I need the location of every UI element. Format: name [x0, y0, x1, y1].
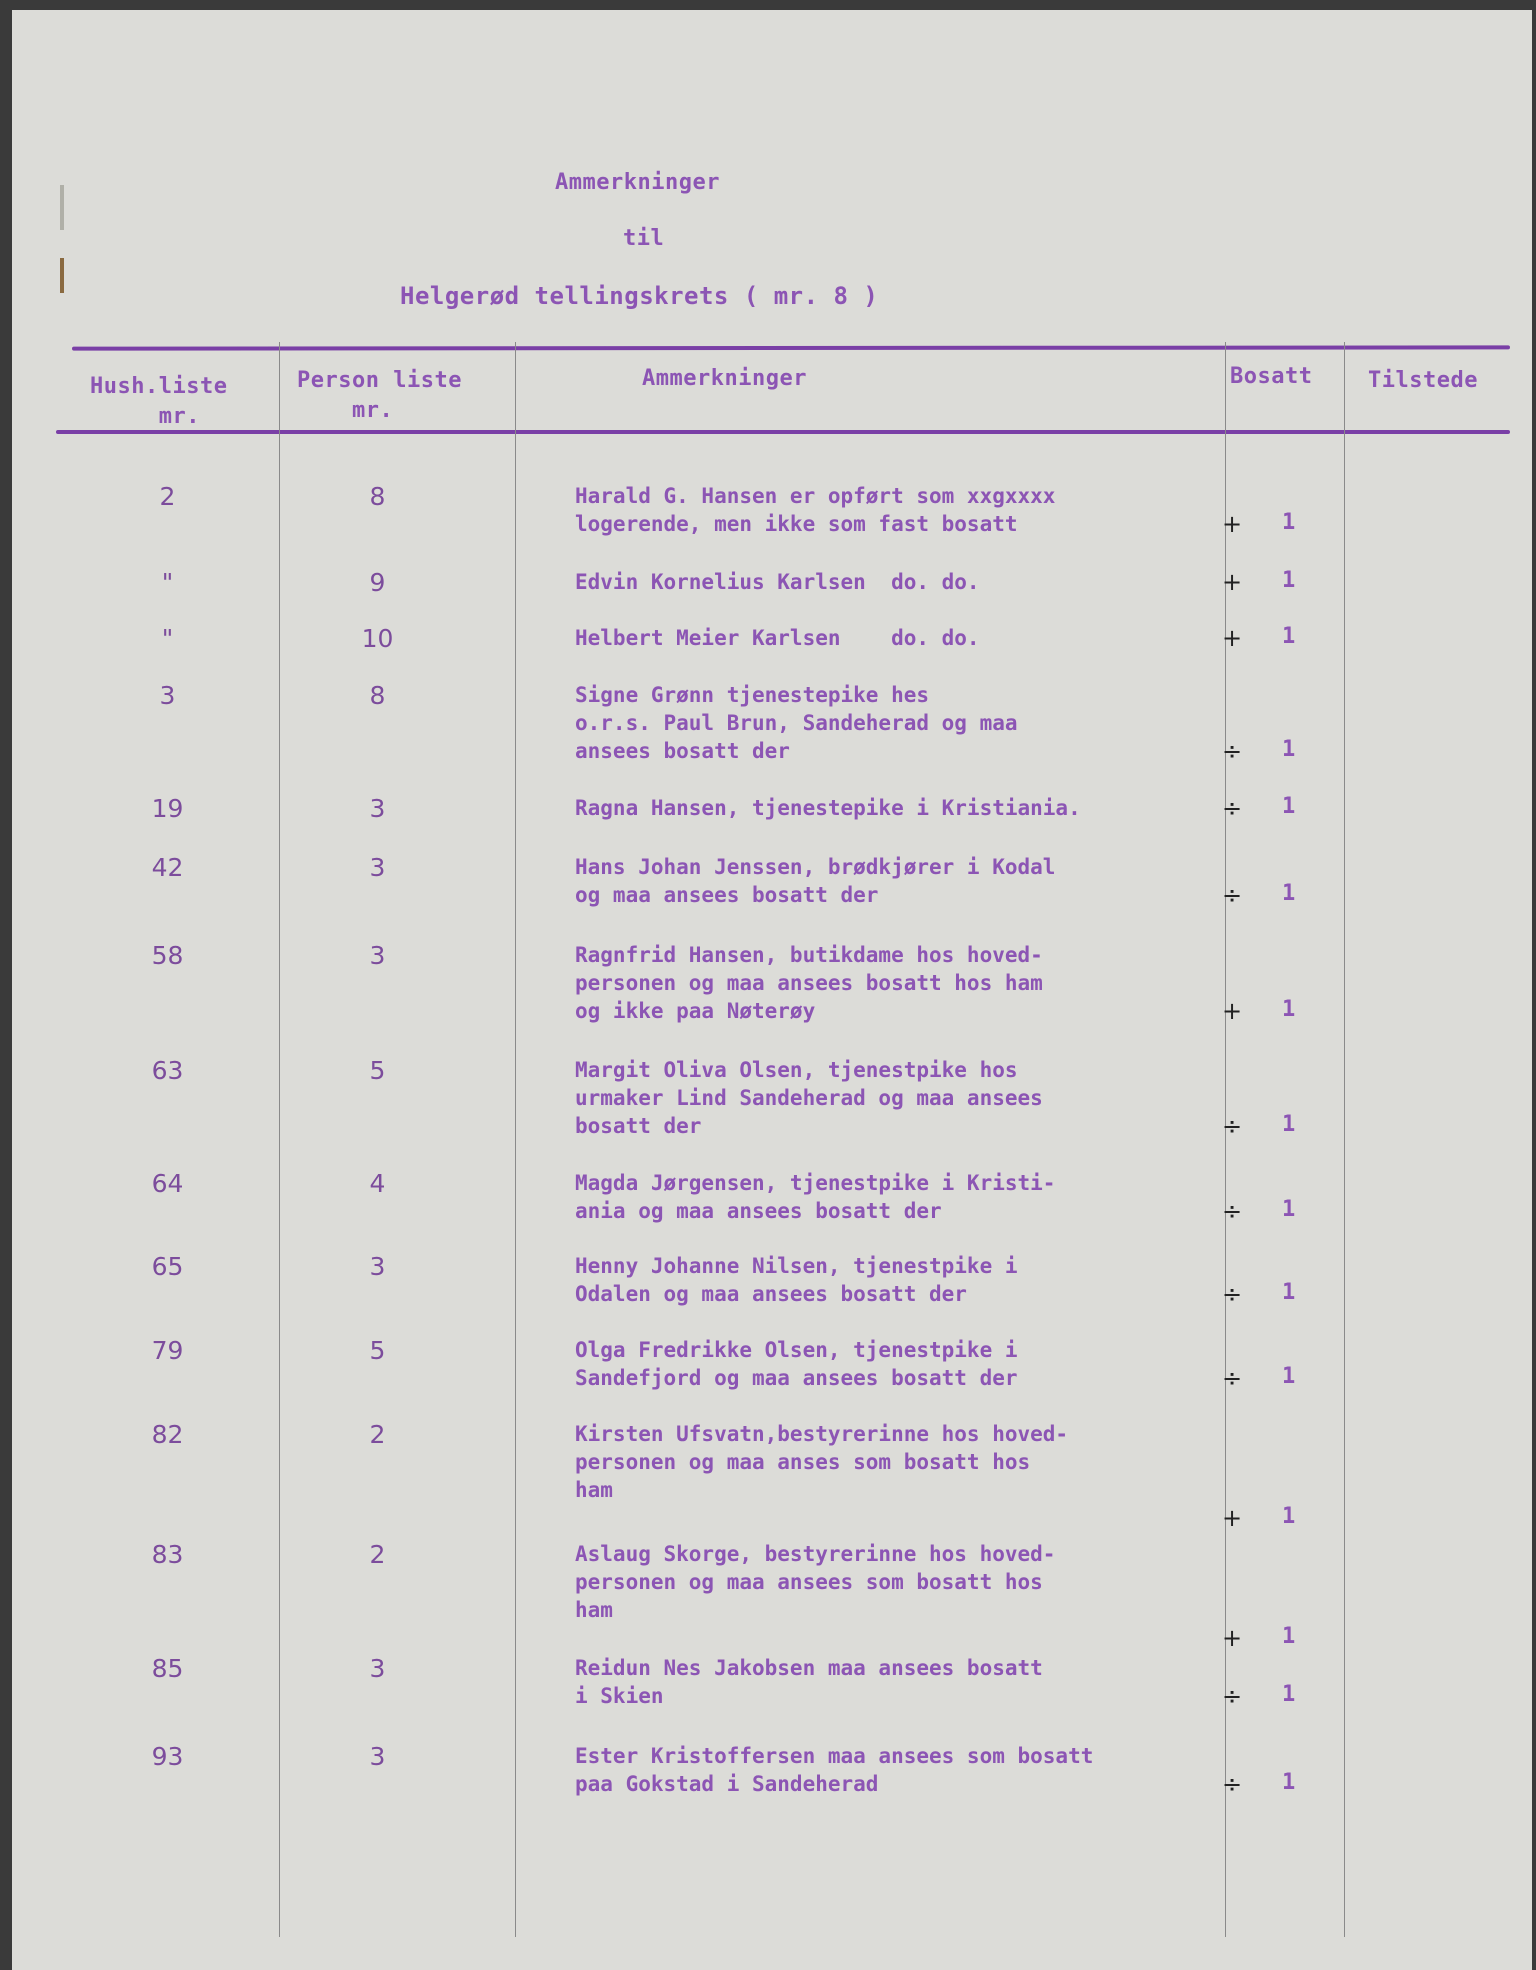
bosatt-value: 1: [1282, 1682, 1296, 1707]
bosatt-mark: ÷: [1222, 881, 1243, 909]
bosatt-mark: ÷: [1222, 794, 1243, 822]
bosatt-mark: +: [1222, 568, 1243, 596]
title-line-2: til: [623, 226, 665, 251]
bosatt-value: 1: [1282, 794, 1296, 819]
person-liste-nr: 3: [369, 853, 386, 882]
column-divider: [515, 342, 516, 1937]
bosatt-value: 1: [1282, 881, 1296, 906]
person-liste-nr: 5: [369, 1056, 386, 1085]
bosatt-value: 1: [1282, 737, 1296, 762]
remark-text: Margit Oliva Olsen, tjenestpike hos urmaker Lind Sandeherad og maa ansees bosatt der: [575, 1058, 1043, 1138]
remark-text: Henny Johanne Nilsen, tjenestpike i Odalen og maa ansees bosatt der: [575, 1254, 1018, 1306]
column-divider: [279, 342, 280, 1937]
person-liste-nr: 3: [369, 941, 386, 970]
hush-liste-nr: 85: [151, 1654, 184, 1683]
bosatt-value: 1: [1282, 624, 1296, 649]
person-liste-nr: 4: [369, 1169, 386, 1198]
bosatt-value: 1: [1282, 1364, 1296, 1389]
person-liste-nr: 3: [369, 1252, 386, 1281]
remark-text: Olga Fredrikke Olsen, tjenestpike i Sandefjord og maa ansees bosatt der: [575, 1338, 1018, 1390]
remark-text: Kirsten Ufsvatn,bestyrerinne hos hoved- personen og maa anses som bosatt hos ham: [575, 1422, 1069, 1502]
bosatt-mark: +: [1222, 510, 1243, 538]
remark-text: Edvin Kornelius Karlsen do. do.: [575, 570, 980, 594]
person-liste-nr: 3: [369, 794, 386, 823]
hush-liste-nr: 3: [159, 681, 176, 710]
header-bottom-rule: [56, 430, 1510, 434]
bosatt-mark: +: [1222, 624, 1243, 652]
bosatt-mark: +: [1222, 1504, 1243, 1532]
bosatt-value: 1: [1282, 1280, 1296, 1305]
person-liste-nr: 9: [369, 568, 386, 597]
bosatt-mark: +: [1222, 997, 1243, 1025]
hush-liste-nr: 42: [151, 853, 184, 882]
bosatt-mark: +: [1222, 1624, 1243, 1652]
header-bosatt: Bosatt: [1230, 364, 1313, 389]
person-liste-nr: 2: [369, 1420, 386, 1449]
hush-liste-nr: 65: [151, 1252, 184, 1281]
bosatt-mark: ÷: [1222, 1197, 1243, 1225]
person-liste-nr: 2: [369, 1540, 386, 1569]
hush-liste-nr: 2: [159, 482, 176, 511]
person-liste-nr: 3: [369, 1654, 386, 1683]
remark-text: Aslaug Skorge, bestyrerinne hos hoved- personen og maa ansees som bosatt hos ham: [575, 1542, 1056, 1622]
bosatt-mark: ÷: [1222, 1770, 1243, 1798]
remark-text: Magda Jørgensen, tjenestpike i Kristi- ania og maa ansees bosatt der: [575, 1171, 1056, 1223]
hush-liste-nr: 58: [151, 941, 184, 970]
hush-liste-nr: 79: [151, 1336, 184, 1365]
header-hush-liste: Hush.liste mr.: [90, 374, 228, 429]
remark-text: Ragnfrid Hansen, butikdame hos hoved- personen og maa ansees bosatt hos ham og ikke paa Nøterøy: [575, 943, 1043, 1023]
bosatt-mark: ÷: [1222, 1280, 1243, 1308]
bosatt-value: 1: [1282, 568, 1296, 593]
remark-text: Helbert Meier Karlsen do. do.: [575, 626, 980, 650]
bosatt-mark: ÷: [1222, 1364, 1243, 1392]
staple-mark: [60, 258, 64, 293]
hush-liste-nr: 64: [151, 1169, 184, 1198]
bosatt-value: 1: [1282, 1504, 1296, 1529]
column-divider: [1344, 342, 1345, 1937]
bosatt-value: 1: [1282, 510, 1296, 535]
hush-liste-nr: 83: [151, 1540, 184, 1569]
bosatt-mark: ÷: [1222, 737, 1243, 765]
bosatt-mark: ÷: [1222, 1682, 1243, 1710]
remark-text: Hans Johan Jenssen, brødkjører i Kodal og maa ansees bosatt der: [575, 855, 1056, 907]
person-liste-nr: 8: [369, 681, 386, 710]
header-tilstede: Tilstede: [1368, 368, 1478, 393]
bosatt-value: 1: [1282, 1624, 1296, 1649]
hush-liste-nr: 93: [151, 1742, 184, 1771]
person-liste-nr: 10: [361, 624, 394, 653]
person-liste-nr: 3: [369, 1742, 386, 1771]
hush-liste-nr: ": [161, 624, 174, 653]
remark-text: Ester Kristoffersen maa ansees som bosatt paa Gokstad i Sandeherad: [575, 1744, 1094, 1796]
hush-liste-nr: ": [161, 568, 174, 597]
title-line-1: Ammerkninger: [555, 170, 720, 195]
header-person-liste: Person liste mr.: [297, 368, 462, 423]
remark-text: Signe Grønn tjenestepike hes o.r.s. Paul Brun, Sandeherad og maa ansees bosatt der: [575, 683, 1018, 763]
bosatt-value: 1: [1282, 1197, 1296, 1222]
bosatt-value: 1: [1282, 1112, 1296, 1137]
remark-text: Ragna Hansen, tjenestepike i Kristiania.: [575, 796, 1081, 820]
bosatt-value: 1: [1282, 997, 1296, 1022]
remark-text: Reidun Nes Jakobsen maa ansees bosatt i Skien: [575, 1656, 1043, 1708]
remark-text: Harald G. Hansen er opført som xxgxxxx logerende, men ikke som fast bosatt: [575, 484, 1056, 536]
person-liste-nr: 8: [369, 482, 386, 511]
staple-mark: [60, 185, 64, 230]
person-liste-nr: 5: [369, 1336, 386, 1365]
bosatt-mark: ÷: [1222, 1112, 1243, 1140]
hush-liste-nr: 82: [151, 1420, 184, 1449]
hush-liste-nr: 63: [151, 1056, 184, 1085]
title-line-3: Helgerød tellingskrets ( mr. 8 ): [400, 282, 879, 310]
header-ammerkninger: Ammerkninger: [642, 366, 807, 391]
hush-liste-nr: 19: [151, 794, 184, 823]
bosatt-value: 1: [1282, 1770, 1296, 1795]
